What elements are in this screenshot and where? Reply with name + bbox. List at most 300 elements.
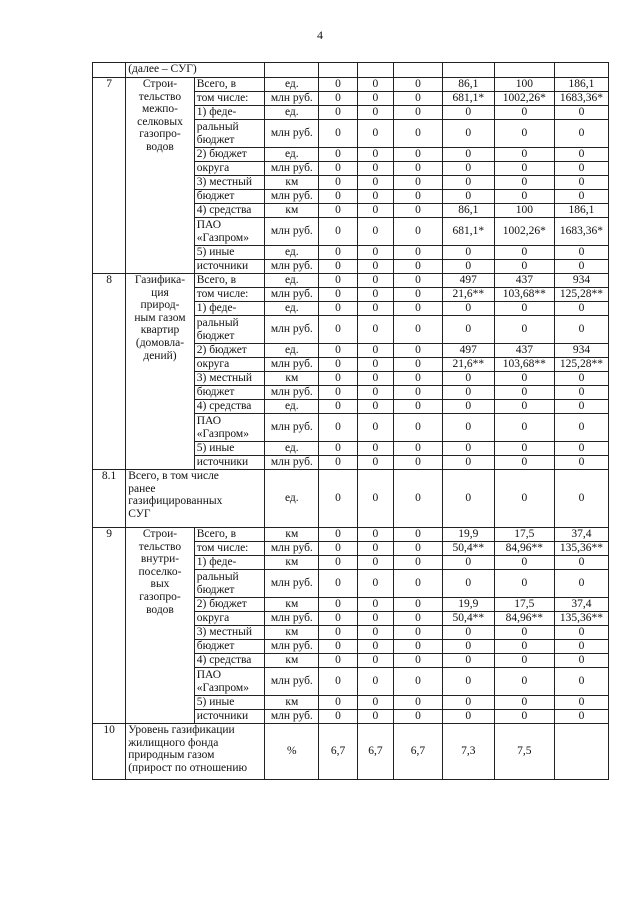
value-cell: 0 [357,274,393,288]
funding-source: 2) бюджет [194,344,265,358]
value-cell: 934 [554,344,608,358]
value-cell: 6,7 [357,724,393,780]
unit-cell: ед. [265,400,319,414]
value-cell: 0 [319,358,357,372]
value-cell: 0 [394,316,443,344]
funding-source: ральный бюджет [194,570,265,598]
value-cell: 0 [554,372,608,386]
value-cell: 0 [357,316,393,344]
value-cell: 0 [554,470,608,528]
funding-source: 2) бюджет [194,148,265,162]
value-cell: 0 [442,456,494,470]
value-cell: 0 [357,612,393,626]
unit-cell: млн руб. [265,162,319,176]
unit-cell: млн руб. [265,668,319,696]
value-cell: 0 [357,414,393,442]
unit-cell: млн руб. [265,710,319,724]
value-cell: 0 [442,640,494,654]
funding-source: Всего, в [194,274,265,288]
value-cell: 0 [394,528,443,542]
value-cell: 0 [394,640,443,654]
funding-source: том числе: [194,92,265,106]
value-cell: 0 [394,654,443,668]
unit-cell: км [265,626,319,640]
value-cell: 0 [394,668,443,696]
value-cell: 0 [442,570,494,598]
value-cell: 0 [442,442,494,456]
value-cell: 0 [394,302,443,316]
unit-cell: км [265,598,319,612]
value-cell: 0 [394,120,443,148]
value-cell: 0 [442,556,494,570]
funding-source: том числе: [194,288,265,302]
value-cell: 0 [494,316,554,344]
value-cell: 0 [442,414,494,442]
value-cell: 0 [394,148,443,162]
value-cell: 0 [319,106,357,120]
value-cell: 0 [394,626,443,640]
value-cell: 84,96** [494,612,554,626]
value-cell: 0 [357,92,393,106]
value-cell: 0 [394,78,443,92]
value-cell: 0 [442,696,494,710]
value-cell: 0 [494,570,554,598]
unit-cell: км [265,204,319,218]
continuation-text: (далее – СУГ) [126,63,265,78]
value-cell: 84,96** [494,542,554,556]
value-cell: 125,28** [554,288,608,302]
value-cell: 0 [494,640,554,654]
funding-source: источники [194,456,265,470]
unit-cell: км [265,654,319,668]
value-cell: 0 [554,148,608,162]
unit-cell: ед. [265,442,319,456]
value-cell: 0 [357,386,393,400]
unit-cell: млн руб. [265,358,319,372]
unit-cell: ед. [265,344,319,358]
value-cell: 0 [357,162,393,176]
unit-cell: ед. [265,148,319,162]
value-cell: 0 [357,106,393,120]
value-cell: 0 [319,668,357,696]
unit-cell: млн руб. [265,542,319,556]
value-cell: 0 [319,190,357,204]
value-cell: 50,4** [442,612,494,626]
funding-source: округа [194,358,265,372]
value-cell: 0 [394,696,443,710]
value-cell: 0 [442,106,494,120]
value-cell: 0 [394,542,443,556]
value-cell: 0 [494,190,554,204]
table-row [93,528,609,542]
value-cell: 0 [394,598,443,612]
value-cell: 37,4 [554,598,608,612]
value-cell: 0 [394,162,443,176]
value-cell: 0 [319,470,357,528]
value-cell: 681,1* [442,218,494,246]
value-cell: 0 [554,668,608,696]
funding-source: 4) средства [194,204,265,218]
value-cell: 0 [494,372,554,386]
value-cell: 17,5 [494,598,554,612]
value-cell: 0 [494,456,554,470]
row-title: Строи- тельство внутри- поселко- вых газопро- водов [126,528,195,724]
value-cell: 0 [554,246,608,260]
funding-source: 5) иные [194,696,265,710]
value-cell: 437 [494,344,554,358]
value-cell: 0 [319,260,357,274]
value-cell: 0 [357,218,393,246]
value-cell: 0 [394,204,443,218]
funding-source: ПАО «Газпром» [194,668,265,696]
value-cell: 0 [494,386,554,400]
unit-cell: млн руб. [265,260,319,274]
unit-cell: млн руб. [265,612,319,626]
value-cell: 0 [442,148,494,162]
value-cell: 0 [442,626,494,640]
funding-source: бюджет [194,190,265,204]
value-cell: 0 [554,302,608,316]
value-cell: 7,5 [494,724,554,780]
value-cell: 934 [554,274,608,288]
value-cell: 0 [319,274,357,288]
value-cell: 0 [357,442,393,456]
table-row [93,470,609,528]
value-cell: 0 [394,246,443,260]
value-cell: 0 [442,260,494,274]
value-cell: 0 [357,668,393,696]
unit-cell: млн руб. [265,414,319,442]
funding-source: источники [194,260,265,274]
value-cell: 86,1 [442,78,494,92]
value-cell: 0 [319,570,357,598]
value-cell: 0 [319,696,357,710]
value-cell: 135,36** [554,542,608,556]
value-cell: 0 [319,528,357,542]
unit-cell: млн руб. [265,120,319,148]
funding-source: округа [194,162,265,176]
value-cell: 0 [319,288,357,302]
value-cell: 6,7 [319,724,357,780]
value-cell: 0 [494,106,554,120]
value-cell: 0 [442,470,494,528]
unit-cell: км [265,372,319,386]
row-title: Всего, в том числе ранее газифицированных СУГ [126,470,265,528]
value-cell: 0 [319,176,357,190]
value-cell: 0 [357,372,393,386]
value-cell: 0 [394,344,443,358]
value-cell: 0 [319,92,357,106]
unit-cell: ед. [265,106,319,120]
value-cell: 50,4** [442,542,494,556]
value-cell: 37,4 [554,528,608,542]
unit-cell: млн руб. [265,456,319,470]
value-cell: 0 [554,626,608,640]
value-cell: 0 [394,92,443,106]
value-cell: 0 [554,316,608,344]
funding-source: источники [194,710,265,724]
value-cell: 0 [442,386,494,400]
funding-source: ральный бюджет [194,316,265,344]
value-cell: 0 [494,302,554,316]
value-cell: 0 [554,260,608,274]
funding-source: 3) местный [194,372,265,386]
value-cell: 0 [554,640,608,654]
value-cell: 437 [494,274,554,288]
value-cell: 125,28** [554,358,608,372]
row-title: Уровень газификации жилищного фонда природным газом (прирост по отношению [126,724,265,780]
value-cell: 0 [442,176,494,190]
unit-cell: ед. [265,246,319,260]
value-cell: 0 [394,612,443,626]
value-cell: 0 [319,456,357,470]
value-cell: 0 [442,400,494,414]
value-cell: 0 [494,470,554,528]
value-cell: 19,9 [442,528,494,542]
value-cell: 681,1* [442,92,494,106]
value-cell: 0 [357,190,393,204]
value-cell: 0 [394,190,443,204]
value-cell: 0 [319,654,357,668]
value-cell: 0 [554,696,608,710]
table-row [93,724,609,780]
value-cell: 0 [494,696,554,710]
value-cell: 0 [442,162,494,176]
funding-source: ПАО «Газпром» [194,414,265,442]
value-cell: 1683,36* [554,92,608,106]
value-cell: 0 [554,456,608,470]
unit-cell: млн руб. [265,218,319,246]
unit-cell: км [265,556,319,570]
unit-cell: млн руб. [265,92,319,106]
value-cell: 0 [357,358,393,372]
funding-source: 4) средства [194,654,265,668]
value-cell: 0 [357,470,393,528]
unit-cell: км [265,528,319,542]
value-cell: 0 [394,470,443,528]
value-cell: 0 [554,386,608,400]
value-cell: 0 [554,570,608,598]
funding-source: бюджет [194,640,265,654]
value-cell: 19,9 [442,598,494,612]
funding-source: 1) феде- [194,302,265,316]
row-number: 8 [93,274,126,470]
unit-cell: % [265,724,319,780]
value-cell: 0 [357,120,393,148]
value-cell: 0 [494,120,554,148]
value-cell: 0 [494,442,554,456]
value-cell: 497 [442,274,494,288]
value-cell: 0 [394,414,443,442]
value-cell: 0 [554,414,608,442]
value-cell: 0 [494,414,554,442]
value-cell: 0 [394,442,443,456]
row-title: Газифика- ция природ- ным газом квартир (домовла- дений) [126,274,195,470]
value-cell: 0 [357,204,393,218]
value-cell: 0 [394,372,443,386]
value-cell: 0 [394,358,443,372]
value-cell: 0 [357,288,393,302]
table-row [93,274,609,288]
gasification-table [92,62,609,780]
value-cell: 0 [319,162,357,176]
value-cell: 0 [442,654,494,668]
value-cell: 0 [357,528,393,542]
value-cell: 0 [554,654,608,668]
value-cell: 7,3 [442,724,494,780]
value-cell: 0 [357,570,393,598]
value-cell: 0 [494,626,554,640]
value-cell: 0 [494,148,554,162]
value-cell: 0 [319,204,357,218]
unit-cell: млн руб. [265,570,319,598]
value-cell: 0 [554,190,608,204]
value-cell: 497 [442,344,494,358]
row-number: 9 [93,528,126,724]
table-row [93,78,609,92]
value-cell: 0 [357,696,393,710]
value-cell: 0 [494,400,554,414]
continuation-row [93,63,609,78]
funding-source: ральный бюджет [194,120,265,148]
funding-source: том числе: [194,542,265,556]
value-cell: 0 [554,162,608,176]
value-cell: 0 [319,316,357,344]
value-cell: 0 [357,148,393,162]
value-cell: 0 [319,246,357,260]
value-cell: 0 [319,414,357,442]
value-cell: 0 [319,710,357,724]
value-cell: 0 [494,260,554,274]
value-cell: 6,7 [394,724,443,780]
value-cell: 0 [554,442,608,456]
funding-source: Всего, в [194,528,265,542]
value-cell: 0 [357,654,393,668]
value-cell: 103,68** [494,288,554,302]
value-cell: 0 [394,176,443,190]
value-cell: 103,68** [494,358,554,372]
value-cell: 0 [319,556,357,570]
value-cell: 0 [357,542,393,556]
value-cell: 0 [319,400,357,414]
value-cell: 86,1 [442,204,494,218]
value-cell: 0 [442,302,494,316]
value-cell: 0 [494,246,554,260]
value-cell: 0 [554,106,608,120]
value-cell: 0 [554,710,608,724]
value-cell: 0 [319,120,357,148]
row-number: 10 [93,724,126,780]
num-cell [93,63,126,78]
value-cell: 0 [357,556,393,570]
value-cell: 0 [394,710,443,724]
value-cell: 0 [394,218,443,246]
value-cell: 0 [494,654,554,668]
value-cell: 186,1 [554,78,608,92]
value-cell: 17,5 [494,528,554,542]
value-cell: 0 [394,288,443,302]
page-number: 4 [317,28,323,42]
value-cell [554,724,608,780]
value-cell: 0 [554,176,608,190]
value-cell: 0 [357,302,393,316]
value-cell: 1683,36* [554,218,608,246]
value-cell: 1002,26* [494,92,554,106]
unit-cell: ед. [265,78,319,92]
value-cell: 0 [394,260,443,274]
value-cell: 135,36** [554,612,608,626]
value-cell: 0 [357,344,393,358]
unit-cell: млн руб. [265,386,319,400]
funding-source: округа [194,612,265,626]
value-cell: 0 [319,78,357,92]
value-cell: 0 [319,598,357,612]
unit-cell: млн руб. [265,640,319,654]
value-cell: 0 [442,710,494,724]
unit-cell: млн руб. [265,288,319,302]
value-cell: 100 [494,204,554,218]
unit-cell: млн руб. [265,190,319,204]
value-cell: 0 [319,442,357,456]
unit-cell: км [265,176,319,190]
value-cell: 0 [357,710,393,724]
value-cell: 0 [554,120,608,148]
value-cell: 0 [394,570,443,598]
value-cell: 0 [357,260,393,274]
value-cell: 0 [319,626,357,640]
unit-cell: км [265,696,319,710]
value-cell: 0 [319,218,357,246]
value-cell: 0 [394,556,443,570]
value-cell: 0 [319,372,357,386]
unit-cell: ед. [265,302,319,316]
value-cell: 0 [357,78,393,92]
value-cell: 100 [494,78,554,92]
value-cell: 1002,26* [494,218,554,246]
value-cell: 0 [357,246,393,260]
unit-cell: ед. [265,470,319,528]
funding-source: 5) иные [194,246,265,260]
row-number: 8.1 [93,470,126,528]
value-cell: 0 [357,176,393,190]
funding-source: 3) местный [194,176,265,190]
row-number: 7 [93,78,126,274]
value-cell: 186,1 [554,204,608,218]
value-cell: 0 [494,162,554,176]
unit-cell: ед. [265,274,319,288]
value-cell: 0 [494,710,554,724]
value-cell: 0 [442,190,494,204]
value-cell: 0 [357,456,393,470]
value-cell: 0 [394,106,443,120]
funding-source: 4) средства [194,400,265,414]
value-cell: 21,6** [442,288,494,302]
funding-source: 5) иные [194,442,265,456]
value-cell: 0 [554,400,608,414]
value-cell: 0 [394,400,443,414]
value-cell: 0 [357,400,393,414]
funding-source: Всего, в [194,78,265,92]
value-cell: 0 [442,668,494,696]
value-cell: 0 [442,246,494,260]
value-cell: 0 [319,542,357,556]
value-cell: 0 [394,274,443,288]
value-cell: 0 [494,176,554,190]
value-cell: 0 [442,372,494,386]
value-cell: 0 [357,598,393,612]
row-title: Строи- тельство межпо- селковых газопро- водов [126,78,195,274]
funding-source: 3) местный [194,626,265,640]
